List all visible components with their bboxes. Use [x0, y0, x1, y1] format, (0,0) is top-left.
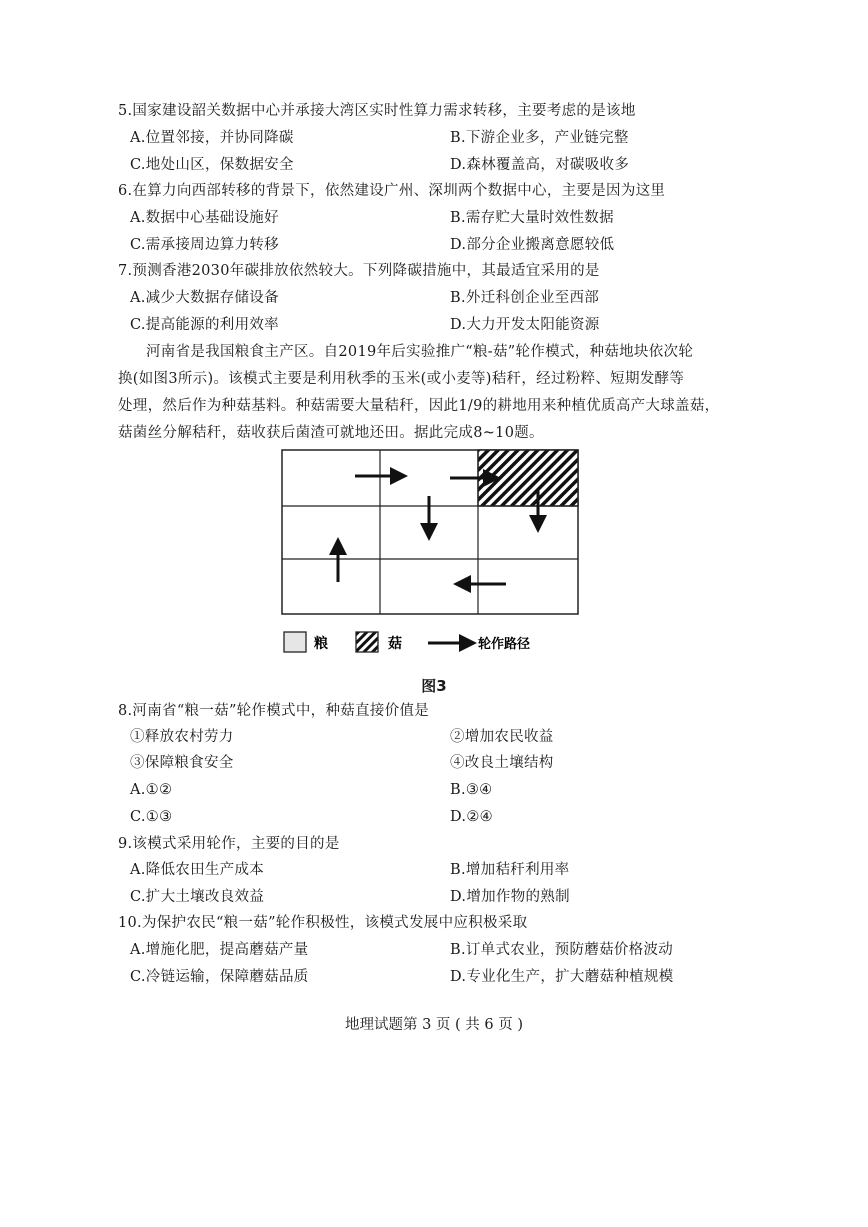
q6-option-a: A.数据中心基础设施好 [130, 210, 279, 226]
passage-line-1: 河南省是我国粮食主产区。自2019年后实验推广“粮-菇”轮作模式，种菇地块依次轮 [146, 344, 694, 360]
q9-stem: 9.该模式采用轮作，主要的目的是 [118, 836, 340, 852]
passage-line-3: 处理，然后作为种菇基料。种菇需要大量秸秆，因此1/9的耕地用来种植优质高产大球盖菇， [118, 398, 720, 414]
q5-option-b: B.下游企业多，产业链完整 [450, 130, 629, 146]
q6-option-d: D.部分企业搬离意愿较低 [450, 237, 615, 253]
q7-option-b: B.外迁科创企业至西部 [450, 290, 600, 306]
q7-option-c: C.提高能源的利用效率 [130, 317, 279, 333]
q9-option-b: B.增加秸秆利用率 [450, 862, 570, 878]
q7-option-a: A.减少大数据存储设备 [130, 290, 279, 306]
q9-option-c: C.扩大土壤改良效益 [130, 889, 265, 905]
q5-option-c: C.地处山区，保数据安全 [130, 157, 294, 173]
q8-statement-1: ①释放农村劳力 [130, 729, 234, 745]
q8-option-c: C.①③ [130, 809, 173, 825]
q6-stem: 6.在算力向西部转移的背景下，依然建设广州、深圳两个数据中心，主要是因为这里 [118, 183, 666, 199]
q10-option-a: A.增施化肥，提高蘑菇产量 [130, 942, 309, 958]
q8-option-d: D.②④ [450, 809, 493, 825]
q7-option-d: D.大力开发太阳能资源 [450, 317, 600, 333]
legend-path-label: 轮作路径 [478, 637, 531, 652]
q10-option-d: D.专业化生产，扩大蘑菇种植规模 [450, 969, 674, 985]
q5-option-d: D.森林覆盖高，对碳吸收多 [450, 157, 630, 173]
legend-grain-swatch [284, 632, 306, 652]
legend-grain-label: 粮 [314, 636, 328, 652]
q9-option-d: D.增加作物的熟制 [450, 889, 570, 905]
q6-option-b: B.需存贮大量时效性数据 [450, 210, 614, 226]
page-footer: 地理试题第 3 页 ( 共 6 页 ) [344, 1017, 524, 1033]
q10-option-c: C.冷链运输，保障蘑菇品质 [130, 969, 309, 985]
q8-option-a: A.①② [130, 782, 173, 798]
q6-option-c: C.需承接周边算力转移 [130, 237, 279, 253]
q9-option-a: A.降低农田生产成本 [130, 862, 265, 878]
q8-option-b: B.③④ [450, 782, 493, 798]
legend-mushroom-swatch [356, 632, 378, 652]
rotation-grid-figure [280, 448, 580, 616]
q5-option-a: A.位置邻接，并协同降碳 [130, 130, 294, 146]
q10-option-b: B.订单式农业，预防蘑菇价格波动 [450, 942, 674, 958]
passage-line-2: 换(如图3所示)。该模式主要是利用秋季的玉米(或小麦等)秸秆，经过粉粹、短期发酵等 [118, 371, 685, 387]
q8-statement-4: ④改良土壤结构 [450, 755, 554, 771]
q10-stem: 10.为保护农民“粮一菇”轮作积极性，该模式发展中应积极采取 [118, 915, 528, 931]
figure-legend [282, 630, 552, 656]
q8-stem: 8.河南省“粮一菇”轮作模式中，种菇直接价值是 [118, 703, 430, 719]
legend-mushroom-label: 菇 [388, 636, 402, 652]
q5-stem: 5.国家建设韶关数据中心并承接大湾区实时性算力需求转移，主要考虑的是该地 [118, 103, 636, 119]
q8-statement-2: ②增加农民收益 [450, 729, 554, 745]
q8-statement-3: ③保障粮食安全 [130, 755, 234, 771]
passage-line-4: 菇菌丝分解秸秆，菇收获后菌渣可就地还田。据此完成8~10题。 [118, 425, 544, 441]
q7-stem: 7.预测香港2030年碳排放依然较大。下列降碳措施中，其最适宜采用的是 [118, 263, 600, 279]
figure-caption: 图3 [421, 677, 447, 695]
